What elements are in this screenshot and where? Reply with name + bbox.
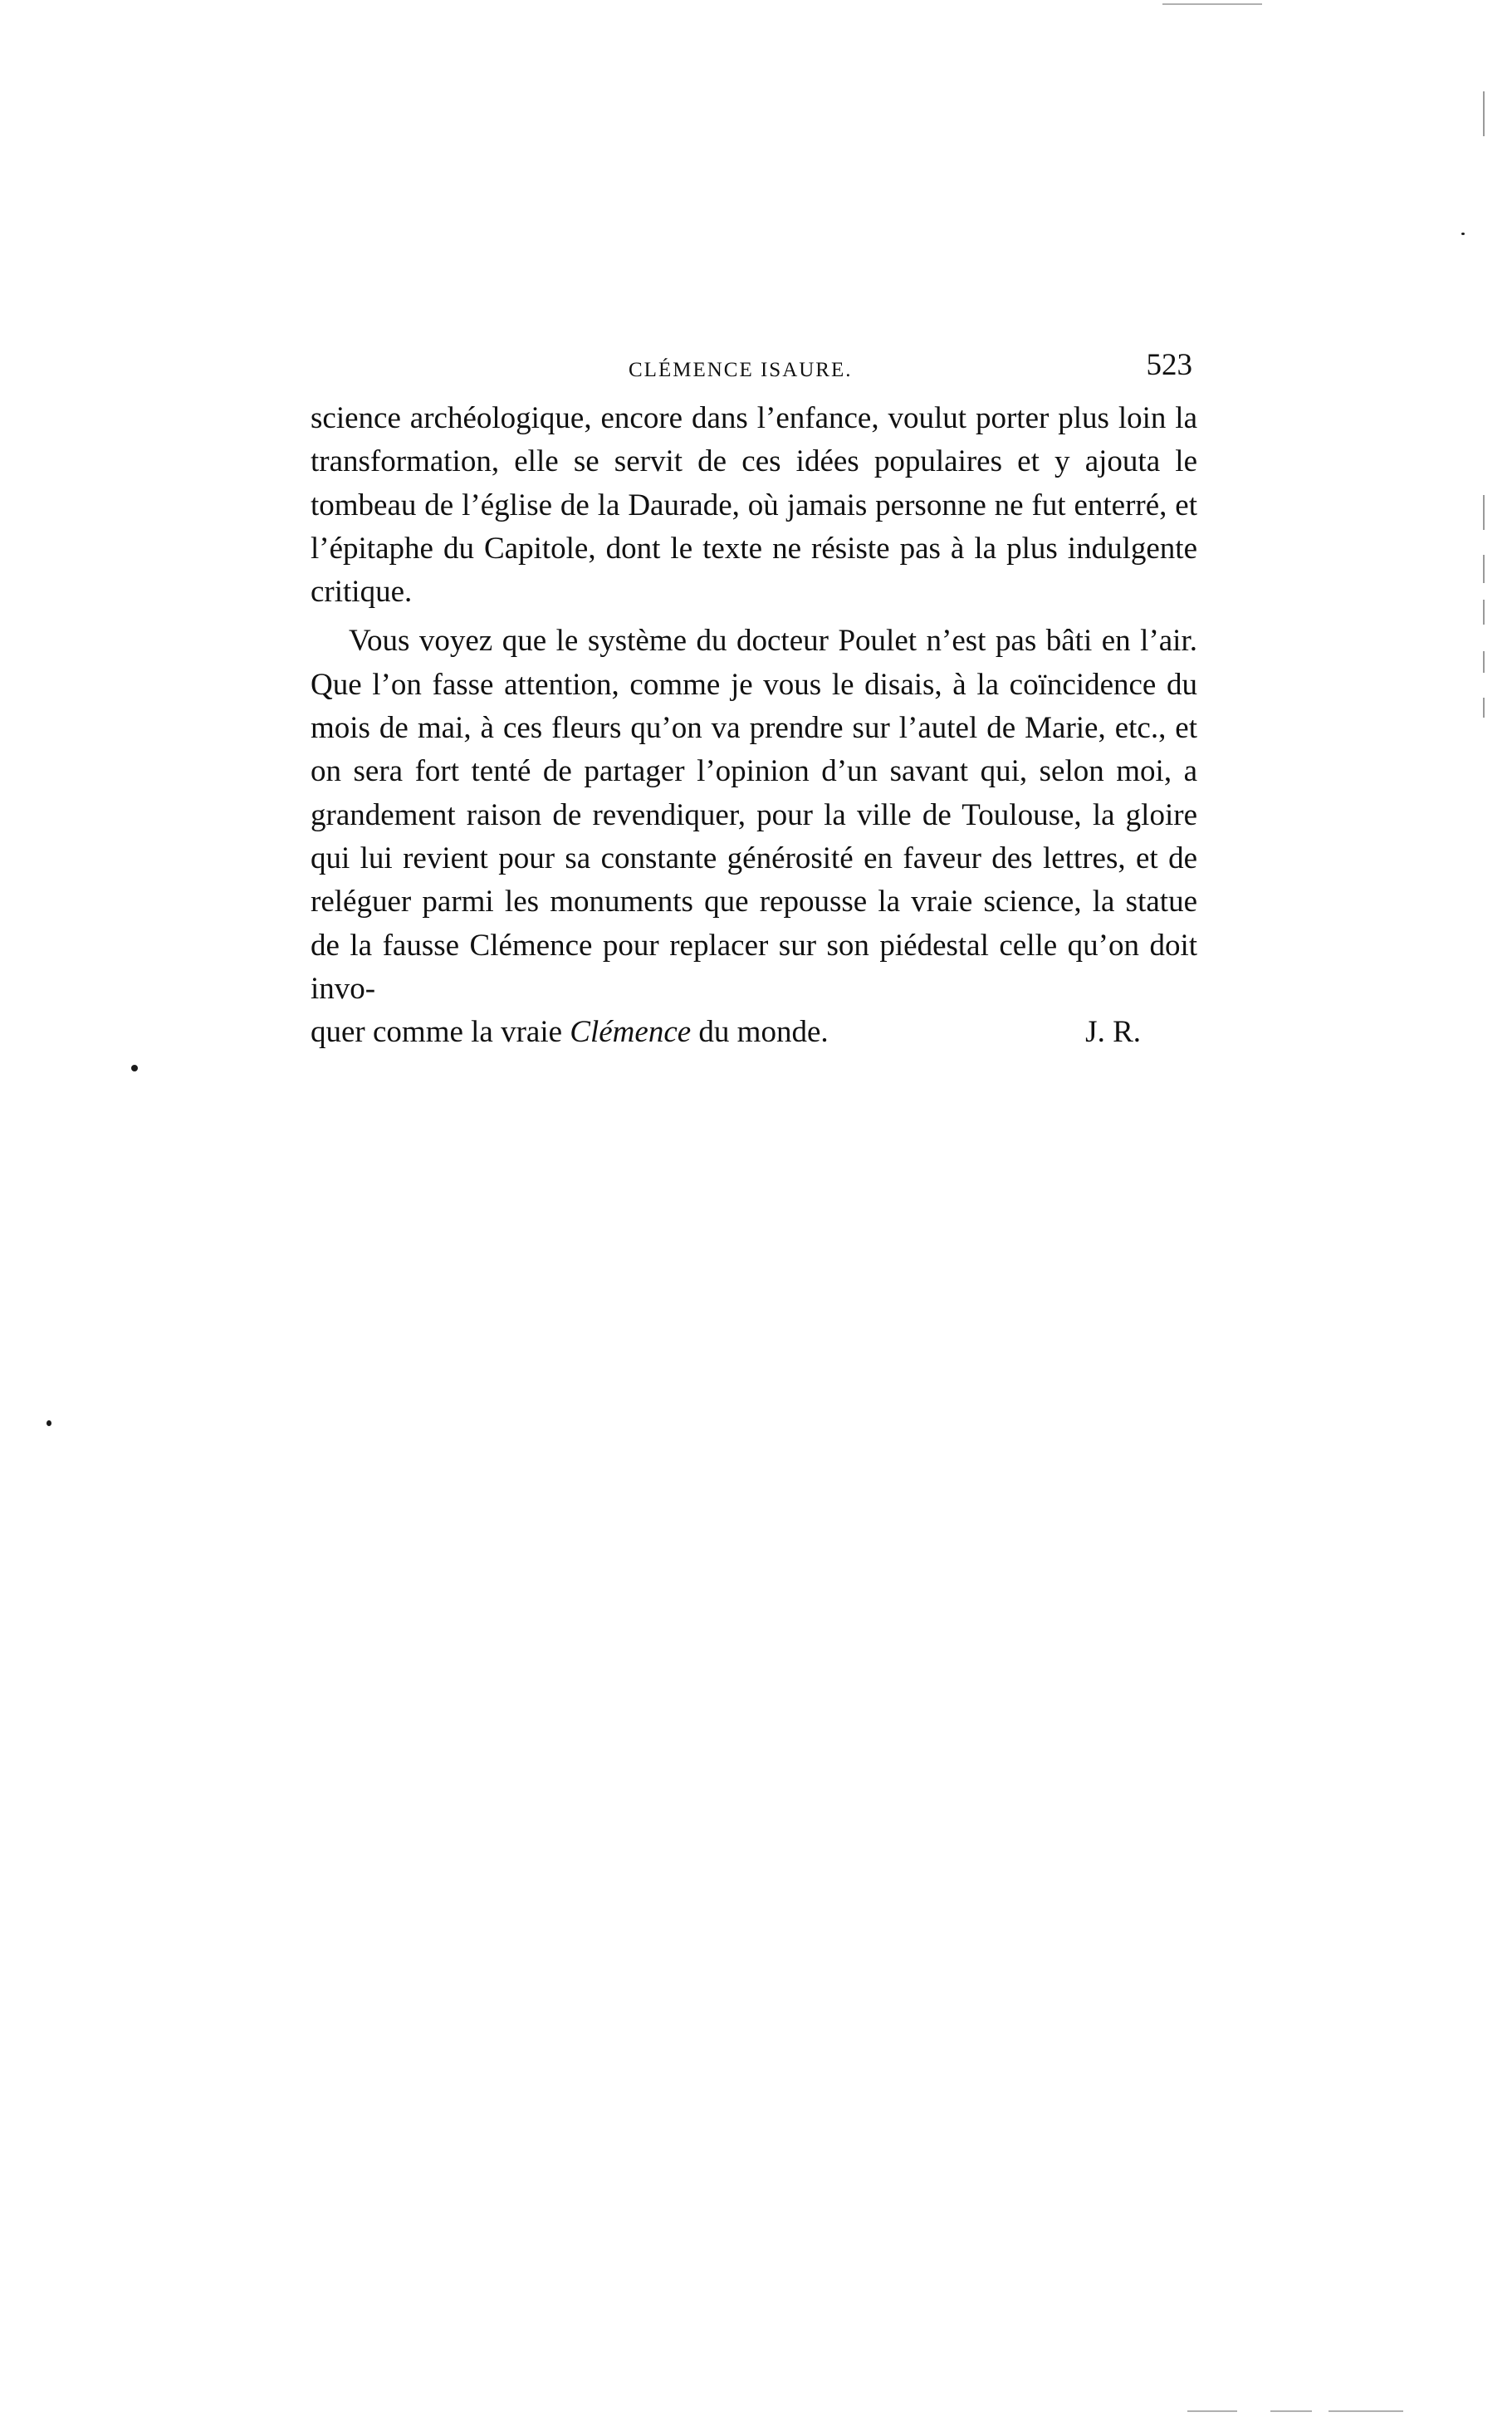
scan-speck	[1461, 233, 1465, 235]
scan-edge-mark	[1483, 555, 1485, 583]
scan-bottom-dash	[1187, 2410, 1237, 2412]
closing-sentence	[311, 1011, 829, 1054]
scan-edge-mark	[1483, 651, 1485, 673]
scan-speck	[46, 1420, 51, 1426]
paragraph-2	[311, 620, 1197, 1011]
scan-bottom-dash	[1270, 2410, 1312, 2412]
scan-speck	[131, 1065, 138, 1071]
closing-text-start: quer comme la vraie	[311, 1015, 570, 1050]
running-title: CLÉMENCE ISAURE.	[629, 359, 853, 381]
page-number: 523	[1146, 348, 1192, 382]
paragraph-1: science archéologique, encore dans l’enfance, voulut porter plus loin la transformation, elle se servit de ces idées populaires et y ajouta le tombeau de l’église de la Daurade, où jamais personne ne fut enterré, et l’épitaphe du Capitole, dont le texte ne résiste pas à la plus indulgente critique.	[311, 401, 1197, 610]
closing-text-end: du monde.	[691, 1015, 829, 1050]
running-head	[311, 347, 1197, 389]
scan-edge-mark	[1483, 600, 1485, 625]
author-signature: J. R.	[1085, 1015, 1141, 1050]
paragraph-2-text: Vous voyez que le système du docteur Poulet n’est pas bâti en l’air. Que l’on fasse attention, comme je vous le disais, à la coïncidence du mois de mai, à ces fleurs qu’on va prendre sur l’autel de Marie, etc., et on sera fort tenté de partager l’opinion d’un savant qui, selon moi, a grandement raison de revendiquer, pour la ville de Toulouse, la gloire qui lui revient pour sa constante générosité en faveur des lettres, et de reléguer parmi les monuments que repousse la vraie science, la statue de la fausse Clémence pour replacer sur son piédestal celle qu’on doit invo-	[311, 624, 1197, 1006]
body-text	[311, 397, 1197, 1054]
scan-edge-mark	[1483, 698, 1485, 718]
scan-edge-mark	[1483, 91, 1485, 136]
closing-line	[311, 1011, 1141, 1054]
scan-bottom-dash	[1329, 2410, 1403, 2412]
scan-edge-mark	[1483, 495, 1485, 530]
scan-top-dash	[1162, 3, 1262, 5]
closing-italic-word: Clémence	[570, 1015, 692, 1050]
